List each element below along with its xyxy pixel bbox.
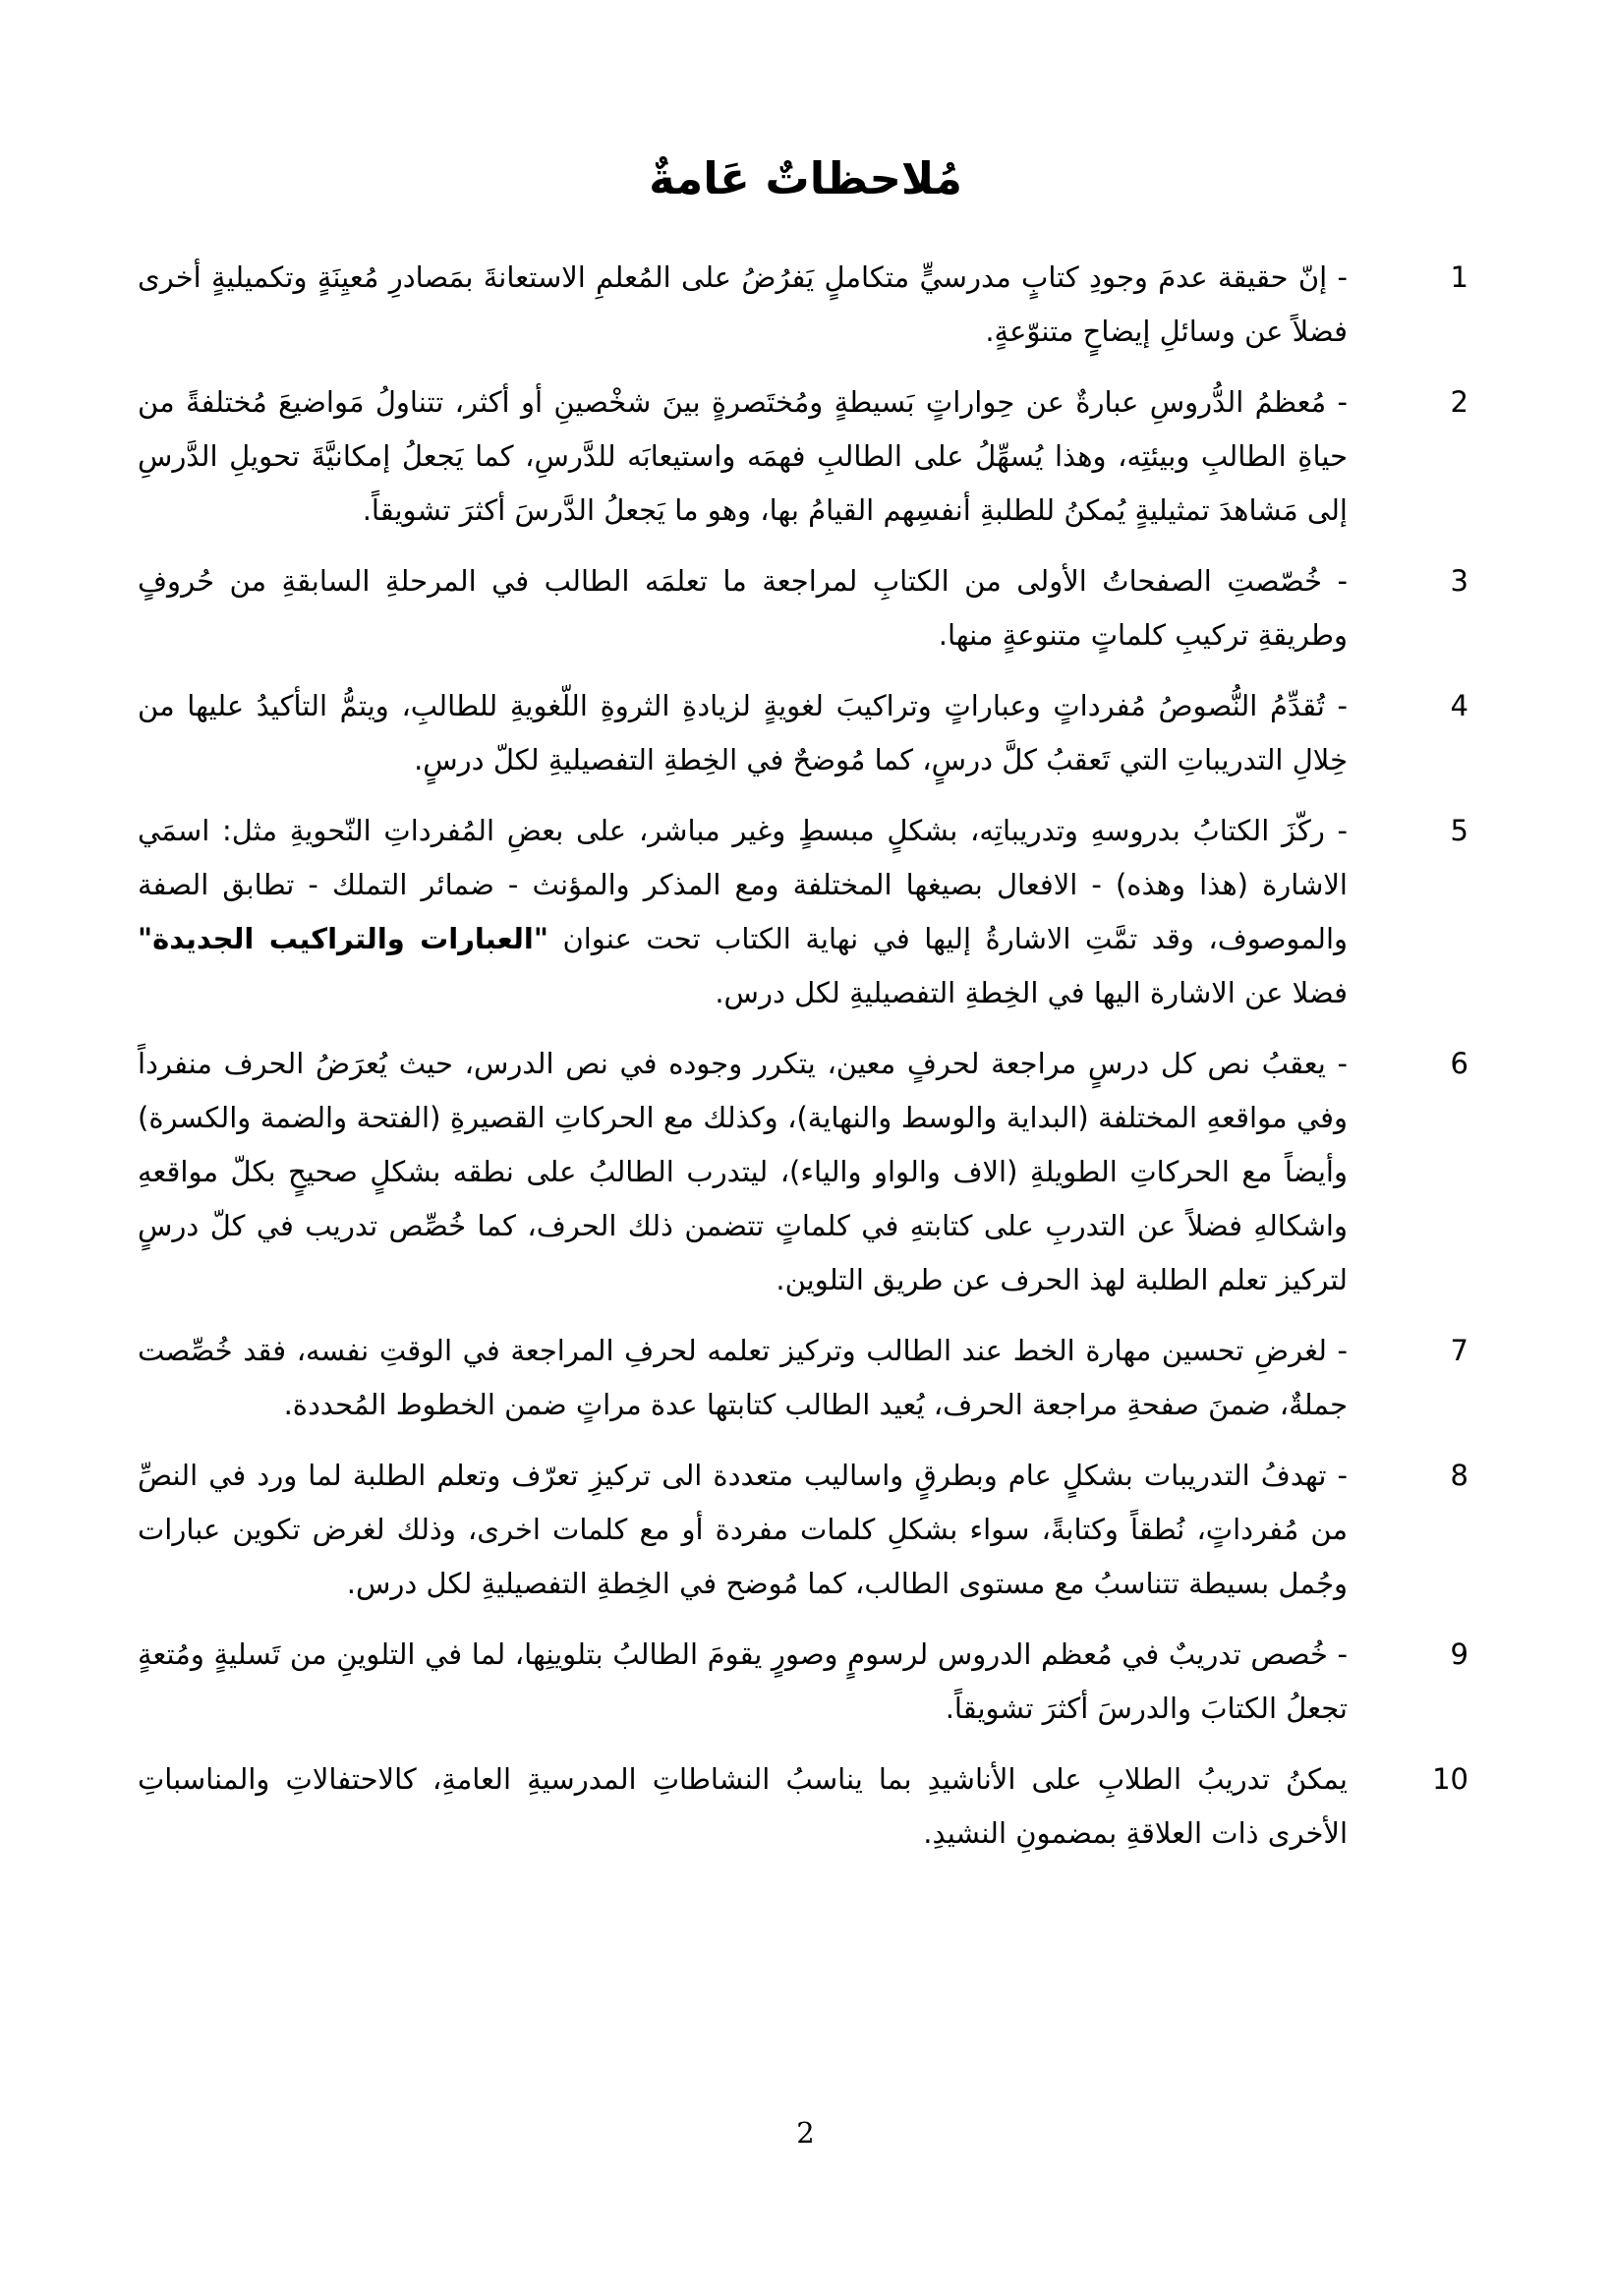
note-item [138,251,1468,359]
note-text: - إنّ حقيقة عدمَ وجودِ كتابٍ مدرسيٍّ متكاملٍ يَفرُضُ على المُعلمِ الاستعانةَ بمَصادرِ مُعيِنَةٍ وتكميليةٍ أخرى فضلاً عن وسائلِ إيضاحٍ متنوّعةٍ. [138,260,1348,348]
note-number: 9 [1450,1637,1468,1671]
note-item [138,1324,1468,1432]
note-number: 1 [1450,260,1468,294]
note-number: 4 [1450,689,1468,722]
note-text: - مُعظمُ الدُّروسِ عبارةٌ عن حِواراتٍ بَسيطةٍ ومُختَصرةٍ بينَ شخْصينِ أو أكثر، تتناولُ مَواضيعَ مُختلفةً من حياةِ الطالبِ وبيئتِه، وهذا يُسهِّلُ على الطالبِ فهمَه واستيعابَه للدَّرسِ، كما يَجعلُ إمكانيَّةَ تحويلِ الدَّرسِ إلى مَشاهدَ تمثيليةٍ يُمكنُ للطلبةِ أنفسِهم القيامُ بها، وهو ما يَجعلُ الدَّرسَ أكثرَ تشويقاً. [138,385,1348,527]
note-number: 10 [1432,1762,1468,1796]
note-number: 6 [1450,1047,1468,1080]
note-item [138,1037,1468,1307]
note-number: 8 [1450,1459,1468,1492]
page-title: مُلاحظاتٌ عَامةٌ [649,152,962,204]
note-text: يمكنُ تدريبُ الطلابِ على الأناشيدِ بما يناسبُ النشاطاتِ المدرسيةِ العامةِ، كالاحتفالاتِ والمناسباتِ الأخرى ذات العلاقةِ بمضمونِ النشيدِ. [138,1762,1348,1850]
note-item [138,804,1468,1020]
note-text-start: - ركّزَ الكتابُ بدروسهِ وتدريباتِه، بشكلٍ مبسطٍ وغير مباشر، على بعضِ المُفرداتِ النّحويةِ مثل: اسمَي الاشارة (هذا وهذه) - الافعال بصيغها المختلفة ومع المذكر والمؤنث - ضمائر التملك - تطابق الصفة والموصوف، وقد تمَّتِ الاشارةُ إليها في نهاية الكتاب تحت عنوان [138,814,1349,955]
note-text: - خُصّصتِ الصفحاتُ الأولى من الكتابِ لمراجعة ما تعلمَه الطالب في المرحلةِ السابقةِ من حُروفٍ وطريقةِ تركيبِ كلماتٍ متنوعةٍ منها. [138,564,1348,652]
note-item [138,375,1468,538]
note-number: 2 [1450,385,1468,419]
note-item [138,554,1468,662]
note-item [138,1628,1468,1736]
note-number: 5 [1450,814,1468,847]
notes-list [138,251,1468,1877]
note-text-end: فضلا عن الاشارة اليها في الخِطةِ التفصيليةِ لكل درس. [715,976,1348,1009]
note-text: - لغرضِ تحسين مهارة الخط عند الطالب وتركيز تعلمه لحرفِ المراجعة في الوقتِ نفسه، فقد خُصِّصت جملةٌ، ضمنَ صفحةِ مراجعة الحرف، يُعيد الطالب كتابتها عدة مراتٍ ضمن الخطوط المُحددة. [138,1334,1348,1421]
note-item [138,1752,1468,1861]
page-number: 2 [796,2116,815,2150]
note-item [138,1449,1468,1611]
note-item [138,679,1468,787]
note-text: - يعقبُ نص كل درسٍ مراجعة لحرفٍ معين، يتكرر وجوده في نص الدرس، حيث يُعرَضُ الحرف منفرداً وفي مواقعهِ المختلفة (البداية والوسط والنهاية)، وكذلك مع الحركاتِ القصيرةِ (الفتحة والضمة والكسرة) وأيضاً مع الحركاتِ الطويلةِ (الاف والواو والياء)، ليتدرب الطالبُ على نطقه بشكلٍ صحيحٍ بكلّ مواقعهِ واشكالهِ فضلاً عن التدربِ على كتابتهِ في كلماتٍ تتضمن ذلك الحرف، كما خُصِّص تدريب في كلّ درسٍ لتركيز تعلم الطلبة لهذ الحرف عن طريق التلوين. [138,1047,1348,1296]
note-number: 7 [1450,1334,1468,1367]
note-text: - تهدفُ التدريبات بشكلٍ عام وبطرقٍ واساليب متعددة الى تركيزِ تعرّف وتعلم الطلبة لما ورد في النصِّ من مُفرداتٍ، نُطقاً وكتابةً، سواء بشكلِ كلمات مفردة أو مع كلمات اخرى، وذلك لغرض تكوين عبارات وجُمل بسيطة تتناسبُ مع مستوى الطالب، كما مُوضح في الخِطةِ التفصيليةِ لكل درس. [138,1459,1348,1600]
note-number: 3 [1450,564,1468,598]
note-text: - خُصص تدريبٌ في مُعظم الدروس لرسومٍ وصورٍ يقومَ الطالبُ بتلوينِها، لما في التلوينِ من تَسليةٍ ومُتعةٍ تجعلُ الكتابَ والدرسَ أكثرَ تشويقاً. [138,1637,1348,1725]
bold-title: "العبارات والتراكيب الجديدة" [138,922,548,955]
note-text: - تُقدِّمُ النُّصوصُ مُفرداتٍ وعباراتٍ وتراكيبَ لغويةٍ لزيادةِ الثروةِ اللّغويةِ للطالبِ، ويتمُّ التأكيدُ عليها من خِلالِ التدريباتِ التي تَعقبُ كلَّ درسٍ، كما مُوضحٌ في الخِطةِ التفصيليةِ لكلّ درسٍ. [138,689,1348,776]
